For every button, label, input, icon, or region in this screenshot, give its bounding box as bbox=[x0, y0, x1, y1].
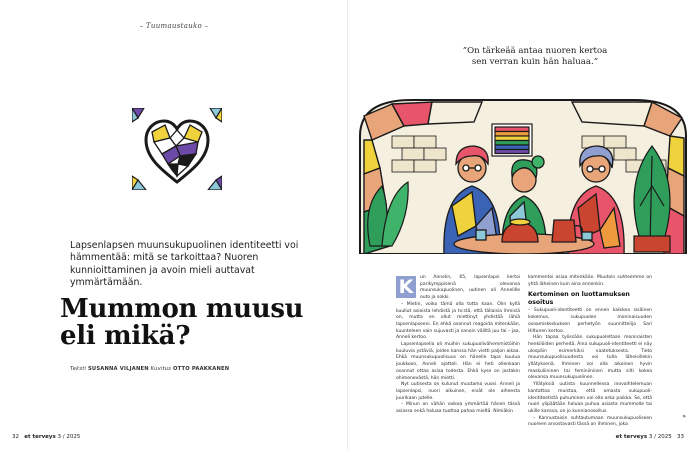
article-column-2 bbox=[528, 275, 652, 429]
article-paragraph: Hän tapaa työssään sukupuoleltaan moninaisten henkilöiden perheitä. Aina sukupuoli-identiteetti ei näy ulospäin esimerkiksi vaatetuksesta. Tieto muunsukupuolisuudesta voi tulla läheisillekin yllätyksenä. Ihminen voi olla aikoinen hyvin maskuliininen tai feminiininen mutta silti kokea olevansa muunsukupuolinen. bbox=[528, 335, 652, 381]
headline-line-2: eli mikä? bbox=[60, 321, 191, 351]
pull-quote bbox=[440, 46, 630, 68]
magazine-name-left: et terveys bbox=[24, 434, 56, 440]
article-paragraph: – Sukupuoli-identiteetti on ennen kaikkea sisäinen kokemus, sukupuolen moninaisuuden osaamiskeskuksen perhetyön suunnittelija Sari Hiltunen kertoo. bbox=[528, 308, 652, 334]
article-paragraph: Nyt uutisesta on kulunut muutama vuosi. Anneli ja lapsenlapsi, nuori aikuinen, eivät ole aiheesta juurikaan jutelle. bbox=[396, 382, 520, 401]
issue-left: 3 / 2025 bbox=[57, 434, 81, 440]
issue-right: 3 / 2025 bbox=[648, 434, 672, 440]
pull-quote-line-1: ”On tärkeää antaa nuoren kertoa bbox=[462, 46, 608, 56]
article-paragraph: Lapsenlapsella oli muihin sukupuolivähemmistöihin kuuluvia ystäviä, joiden kanssa hän vietti paljon aikaa. Ehkä muunsukupuolisuus on hänelle tapa kuulua joukkoon, Anneli ajatteli. Hän ei heti ollenkaan osannut ottaa asiaa todesta. Ehkä kyse on jostakin ohimenevästä, hän mietti. bbox=[396, 342, 520, 381]
article-paragraph-text: un Annelin, 65, lapsenlapsi kertoi parikymppisenä olevansa muunsukupuolinen, uutinen oli Annelille outo ja sokki. bbox=[420, 275, 520, 301]
pull-quote-line-2: sen verran kuin hän haluaa.” bbox=[471, 57, 599, 67]
stained-glass-heart-icon bbox=[132, 108, 222, 190]
article-subheading: Kertominen on luottamuksen osoitus bbox=[528, 291, 630, 307]
dropcap: K bbox=[396, 276, 416, 298]
article-column-1 bbox=[396, 275, 520, 416]
article-headline bbox=[60, 296, 330, 350]
article-credits bbox=[70, 366, 330, 372]
article-paragraph: – Minun on vähän vaikea ymmärtää hänen tässä asiassa enkä haluaa tuottaa pahaa mieltä. Nimiäkin bbox=[396, 402, 520, 415]
article-paragraph: – Kannustaisin suhtautumaan muunsukupuoliseen nuoreen arvostavasti tässä on ihminen, joka bbox=[528, 415, 652, 428]
continue-arrow-icon: » bbox=[682, 413, 686, 420]
article-paragraph: Yllätyksiä uutista kuunnellessa inovaihtelemuan kantattaa muistaa, että omasta sukupuoli-identiteetistä puhuminen voi olla arka paikka. Se, että nuori ylipäätään haluaa puhua asiasta mummolle tai ukille kanssa, on jo kunnianosoitus. bbox=[528, 382, 652, 414]
magazine-name-right: et terveys bbox=[615, 434, 648, 440]
credit-text-author: SUSANNA VILJANEN bbox=[87, 366, 149, 372]
article-paragraph: kommentoi asiaa mitenkään. Muutoin suhteemme on yhtä läheinen kuin aina ennenkin. bbox=[528, 275, 652, 287]
article-body bbox=[396, 275, 662, 428]
folio-right bbox=[616, 434, 684, 440]
credit-text-label: Teksti bbox=[70, 366, 87, 372]
stained-glass-grandparents-icon bbox=[352, 96, 694, 254]
credit-illustrator: OTTO PAAKKANEN bbox=[173, 366, 230, 372]
section-label: – Tuumaustauko – bbox=[139, 22, 209, 30]
page-number-right: 33 bbox=[677, 434, 684, 440]
credit-illustration-label: Kuvitus bbox=[150, 366, 172, 372]
article-paragraph bbox=[396, 275, 520, 302]
folio-left bbox=[12, 434, 80, 440]
article-lead: Lapsenlapsen muunsukupuolinen identiteetti voi hämmentää: mitä se tarkoittaa? Nuoren kunnioittaminen ja avoin mieli auttavat ymmärtämään. bbox=[70, 240, 299, 289]
page-number-left: 32 bbox=[12, 434, 19, 440]
headline-line-1: Mummon muusu bbox=[60, 294, 304, 324]
article-paragraph: – Mietin, voiko tämä olla totta kaan. Olin kyllä kuullut asioista lehdistä ja tv:stä, että tällaisia ihmisiä on, mutta en ollut miettinyt yhdistää lähiä lapsenlapseeni. En ehkä osannut reagoida mitenkään, kuunteleen vain sujuvasti ja sanoin väliltä juu tai – jaa, Anneli kertoo. bbox=[396, 301, 520, 341]
